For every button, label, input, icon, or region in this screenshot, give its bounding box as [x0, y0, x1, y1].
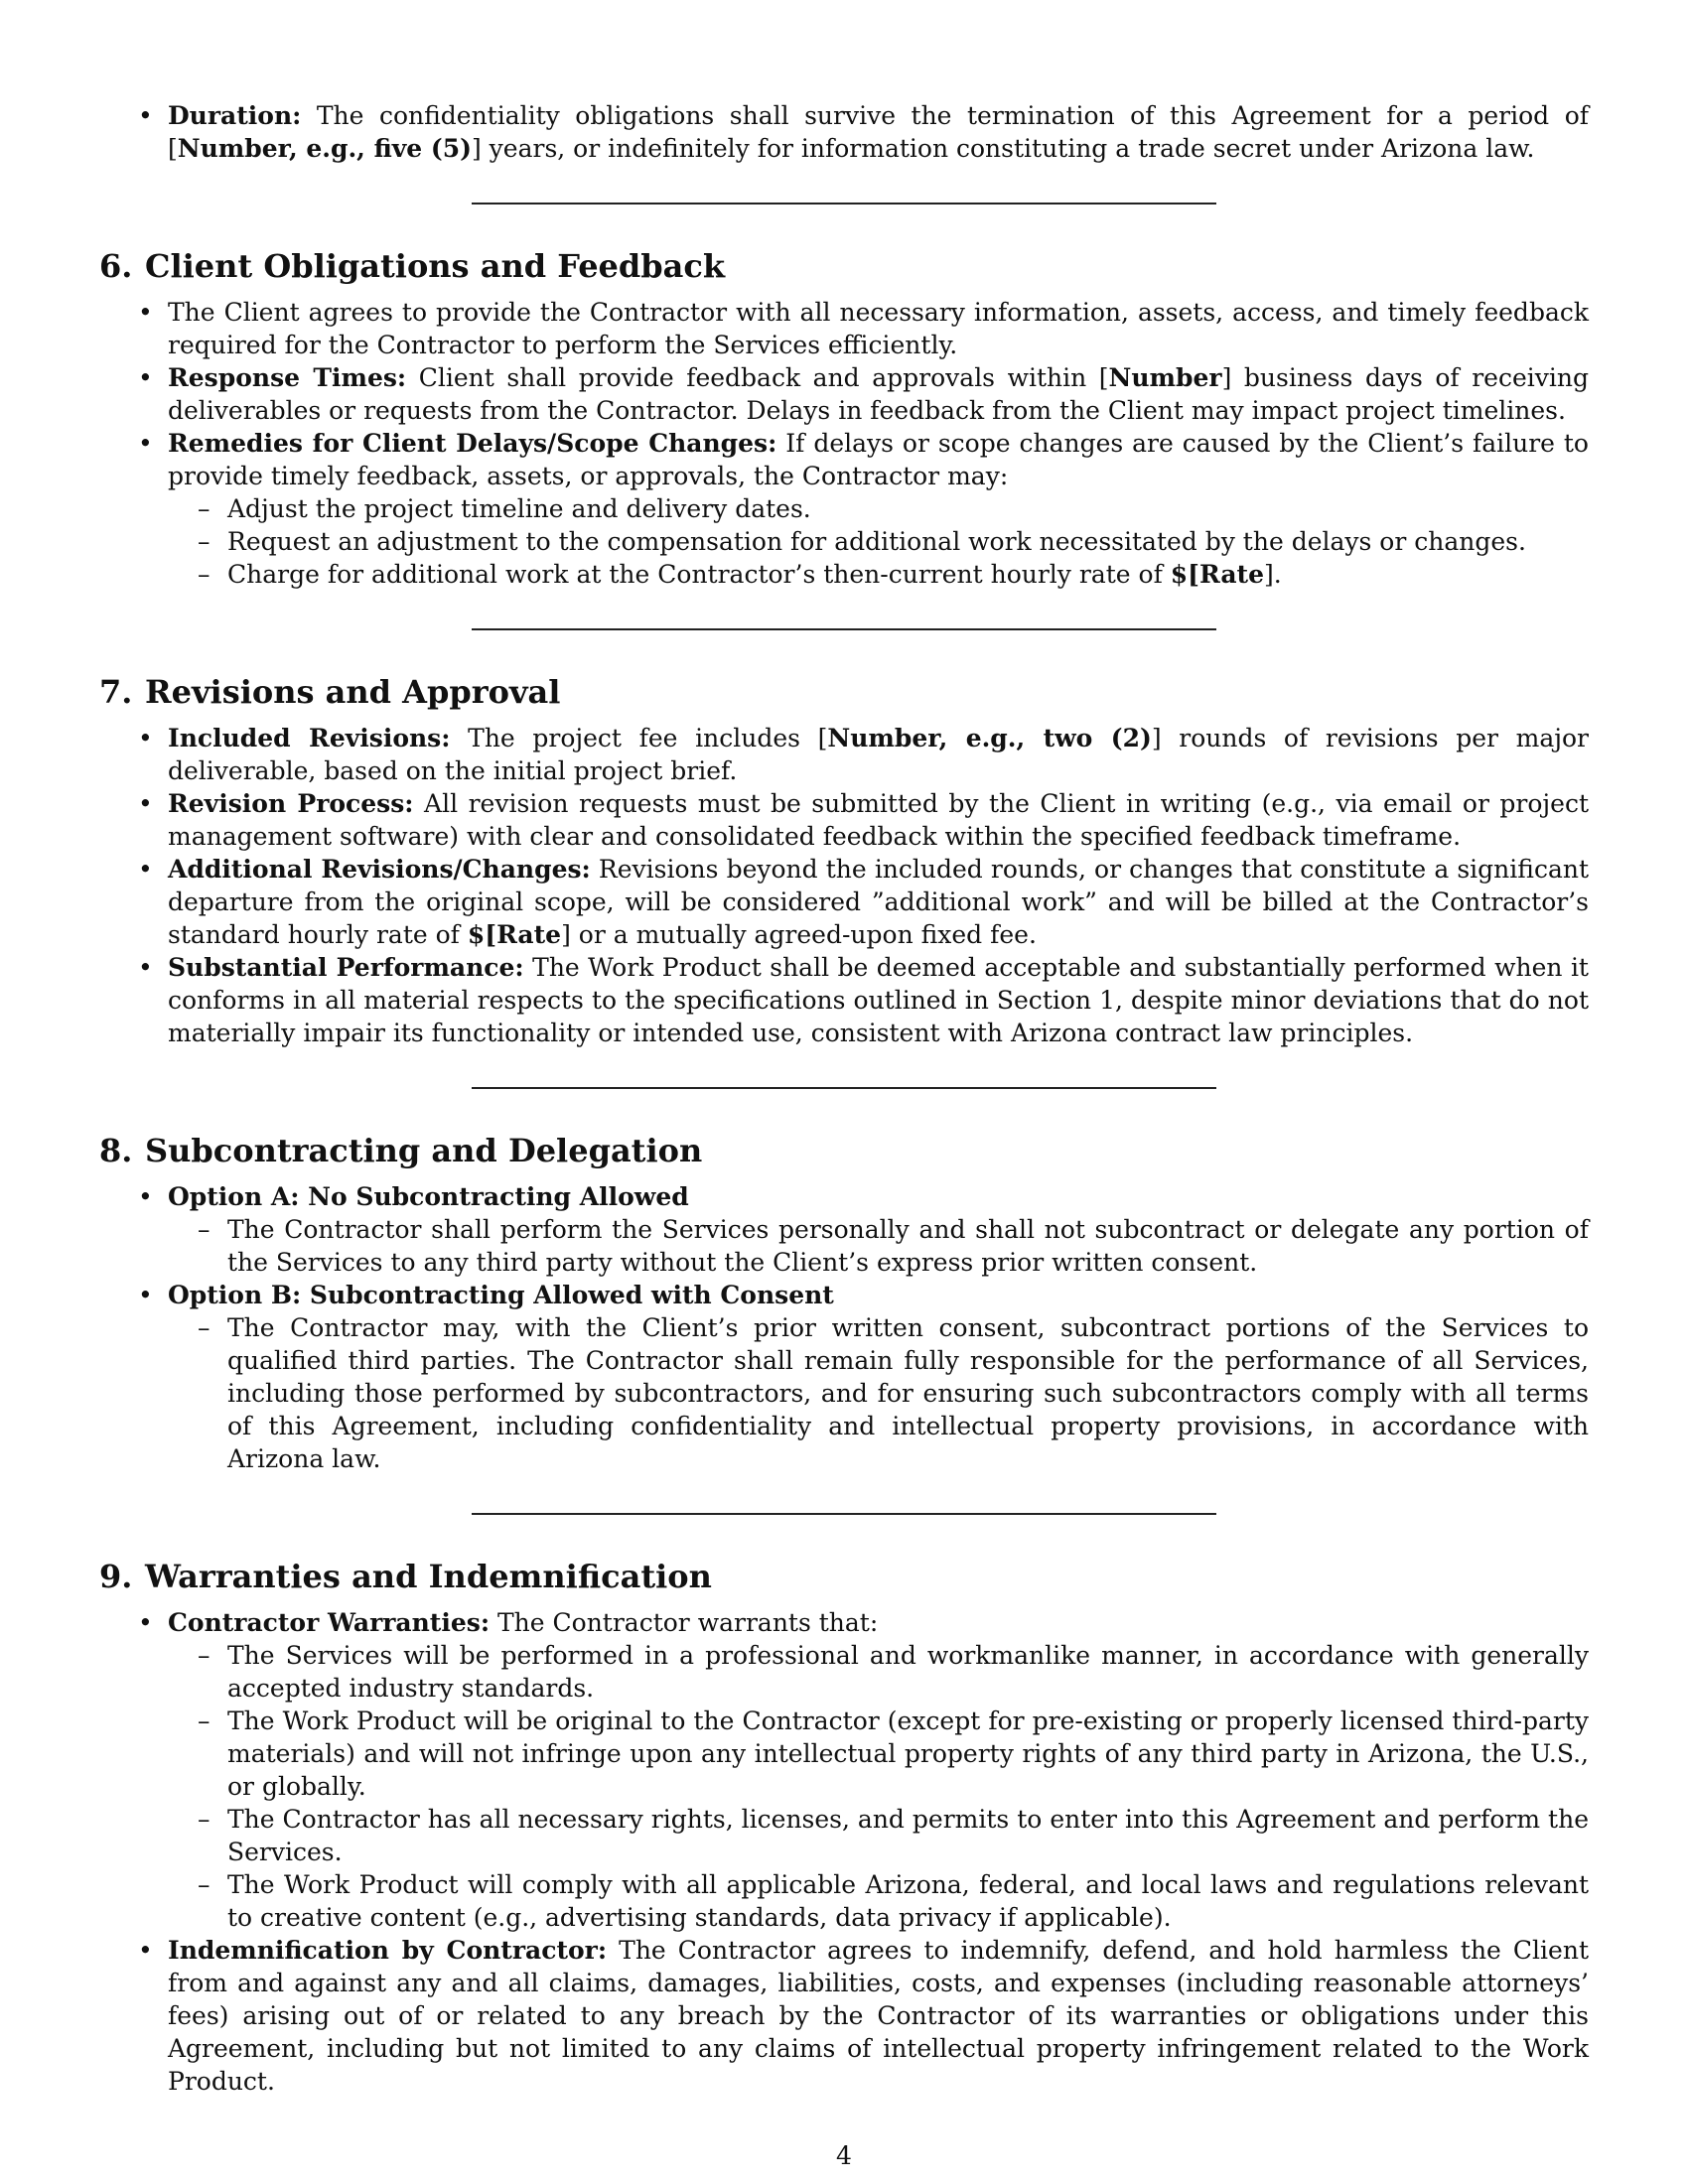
- placeholder: $[Rate: [1170, 560, 1265, 589]
- item-label: Revision Process:: [168, 789, 414, 818]
- item-label: Substantial Performance:: [168, 953, 524, 982]
- item-text: If delays or scope changes are caused by the Client’s failure to provide timely feedback, assets, or approvals, the Contractor may:: [168, 429, 1589, 490]
- sublist-item: – The Work Product will comply with all applicable Arizona, federal, and local laws and regulations relevant to creative content (e.g., advertising standards, data privacy if applicable).: [227, 1868, 1589, 1934]
- item-text: The Contractor agrees to indemnify, defend, and hold harmless the Client from and against any and all claims, damages, liabilities, costs, and expenses (including reasonable attorneys’ fees) arising out of or related to any breach by the Contractor of its warranties or obligations under this Agreement, including but not limited to any claims of intellectual property infringement related to the Work Product.: [168, 1936, 1589, 2096]
- duration-text-end: ] years, or indefinitely for information constituting a trade secret under Arizona law.: [471, 134, 1535, 163]
- sublist-item: – Adjust the project timeline and delivery dates.: [227, 492, 1589, 525]
- section-heading: Warranties and Indemnification: [145, 1558, 712, 1595]
- sublist-item: [227, 558, 1589, 591]
- placeholder: Number: [1108, 363, 1222, 392]
- sublist-item: – The Work Product will be original to the Contractor (except for pre-existing or properly licensed third-party materials) and will not infringe upon any intellectual property rights of any third party in Arizona, the U.S., or globally.: [227, 1705, 1589, 1803]
- section-divider: [472, 203, 1216, 205]
- list-item-remedies: [168, 427, 1589, 591]
- section-number: 7.: [99, 673, 133, 711]
- section-8-title: [99, 1131, 1589, 1170]
- list-item: • The Client agrees to provide the Contractor with all necessary information, assets, access, and timely feedback required for the Contractor to perform the Services efficiently.: [168, 296, 1589, 361]
- item-text: ] business days of receiving deliverables or requests from the Contractor. Delays in feedback from the Client may impact project timelines.: [168, 363, 1589, 425]
- page-number: 4: [836, 2141, 852, 2170]
- list-item-included-revisions: [168, 722, 1589, 787]
- placeholder: Number, e.g., two (2): [827, 724, 1152, 752]
- duration-text: The confidentiality obligations shall survive the termination of this Agreement for a period of [: [168, 101, 1589, 163]
- item-text: The Work Product shall be deemed acceptable and substantially performed when it conforms in all material respects to the specifications outlined in Section 1, despite minor deviations that do not materially impair its functionality or intended use, consistent with Arizona contract law principles.: [168, 953, 1589, 1047]
- list-item-duration: [168, 99, 1589, 165]
- section-6-list: [99, 296, 1589, 591]
- list-item-option-b: [168, 1279, 1589, 1475]
- item-text: All revision requests must be submitted by the Client in writing (e.g., via email or project management software) with clear and consolidated feedback within the specified feedback timeframe.: [168, 789, 1590, 851]
- section-divider: [472, 1087, 1216, 1089]
- item-text: ] or a mutually agreed-upon fixed fee.: [561, 920, 1037, 949]
- section-heading: Revisions and Approval: [145, 673, 561, 711]
- remedies-sublist: [168, 492, 1589, 591]
- section-number: 6.: [99, 247, 133, 285]
- item-text: ] rounds of revisions per major deliverable, based on the initial project brief.: [168, 724, 1589, 785]
- item-text: The Contractor warrants that:: [490, 1608, 879, 1637]
- section-number: 9.: [99, 1558, 133, 1595]
- duration-list: [99, 99, 1589, 165]
- duration-label: Duration:: [168, 101, 302, 130]
- item-text: Revisions beyond the included rounds, or changes that constitute a significant departure from the original scope, will be considered ”additional work” and will be billed at the Contractor’s standard hourly rate of: [168, 855, 1589, 949]
- list-item-indemnification: [168, 1934, 1589, 2098]
- section-divider: [472, 1513, 1216, 1515]
- placeholder: $[Rate: [467, 920, 562, 949]
- section-9-list: [99, 1606, 1589, 2098]
- section-heading: Client Obligations and Feedback: [145, 247, 726, 285]
- section-divider: [472, 628, 1216, 630]
- sublist-item: – The Contractor has all necessary rights, licenses, and permits to enter into this Agreement and perform the Services.: [227, 1803, 1589, 1868]
- item-label: Option A: No Subcontracting Allowed: [168, 1182, 689, 1211]
- item-label: Option B: Subcontracting Allowed with Consent: [168, 1281, 834, 1309]
- list-item-response-times: [168, 361, 1589, 427]
- item-text: ].: [1264, 560, 1282, 589]
- item-text: The project fee includes [: [450, 724, 828, 752]
- sublist-item: – The Contractor may, with the Client’s prior written consent, subcontract portions of the Services to qualified third parties. The Contractor shall remain fully responsible for the performance of all Services, including those performed by subcontractors, and for ensuring such subcontractors comply with all terms of this Agreement, including confidentiality and intellectual property provisions, in accordance with Arizona law.: [227, 1311, 1589, 1475]
- list-item-revision-process: [168, 787, 1589, 853]
- section-heading: Subcontracting and Delegation: [145, 1132, 703, 1169]
- section-8-list: [99, 1180, 1589, 1475]
- duration-placeholder: Number, e.g., five (5): [177, 134, 472, 163]
- item-text: Client shall provide feedback and approvals within [: [406, 363, 1109, 392]
- item-label: Included Revisions:: [168, 724, 451, 752]
- section-7-title: [99, 672, 1589, 712]
- list-item-option-a: [168, 1180, 1589, 1279]
- sublist-item: – The Contractor shall perform the Services personally and shall not subcontract or delegate any portion of the Services to any third party without the Client’s express prior written consent.: [227, 1213, 1589, 1279]
- section-9-title: [99, 1557, 1589, 1596]
- section-6-title: [99, 246, 1589, 286]
- list-item-contractor-warranties: [168, 1606, 1589, 1934]
- item-label: Indemnification by Contractor:: [168, 1936, 608, 1965]
- sublist-item: – The Services will be performed in a professional and workmanlike manner, in accordance with generally accepted industry standards.: [227, 1639, 1589, 1705]
- warranties-sublist: [168, 1639, 1589, 1934]
- sublist-item: – Request an adjustment to the compensation for additional work necessitated by the delays or changes.: [227, 525, 1589, 558]
- item-label: Additional Revisions/Changes:: [168, 855, 591, 884]
- item-text: Charge for additional work at the Contractor’s then-current hourly rate of: [227, 560, 1171, 589]
- item-label: Remedies for Client Delays/Scope Changes:: [168, 429, 777, 458]
- section-7-list: [99, 722, 1589, 1049]
- list-item-substantial-performance: [168, 951, 1589, 1049]
- list-item-additional-revisions: [168, 853, 1589, 951]
- option-b-sublist: [168, 1311, 1589, 1475]
- section-number: 8.: [99, 1132, 133, 1169]
- option-a-sublist: [168, 1213, 1589, 1279]
- item-label: Response Times:: [168, 363, 407, 392]
- item-label: Contractor Warranties:: [168, 1608, 491, 1637]
